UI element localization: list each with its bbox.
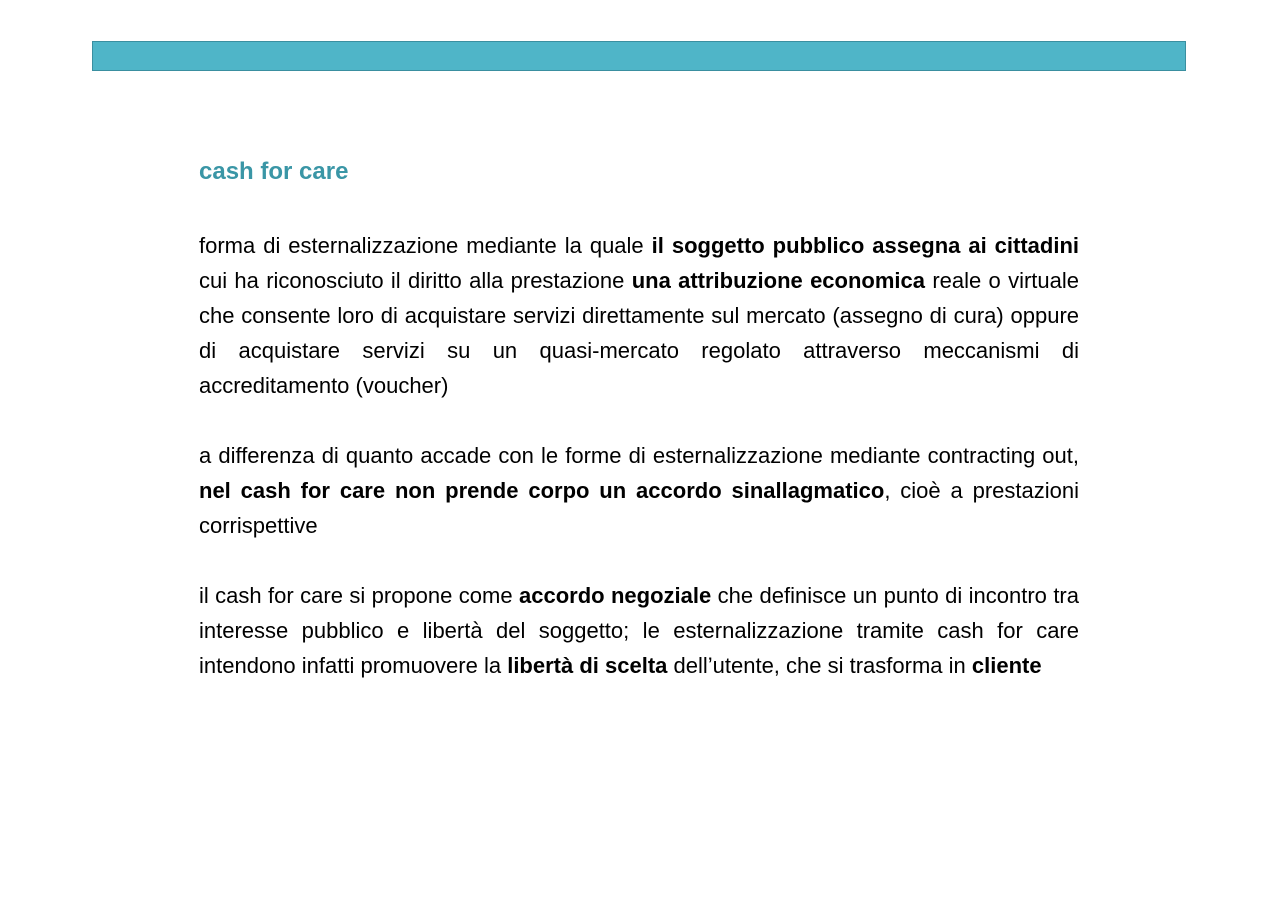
text-run: il cash for care si propone come — [199, 583, 519, 608]
bold-text: accordo negoziale — [519, 583, 712, 608]
text-run: , cioè a prestazioni corrispettive — [199, 478, 1079, 538]
paragraph-2 — [199, 438, 1079, 543]
bold-text: il soggetto pubblico assegna ai cittadini — [651, 233, 1079, 258]
text-run: cui ha riconosciuto il diritto alla prestazione — [199, 268, 632, 293]
bold-text: una attribuzione economica — [631, 268, 926, 293]
paragraph-1 — [199, 228, 1079, 403]
text-run: reale o virtuale che consente loro di acquistare servizi direttamente sul mercato (assegno di cura) oppure di acquistare servizi su un quasi-mercato regolato attraverso meccanismi di accreditamento (voucher) — [199, 268, 1080, 398]
slide-title: cash for care — [199, 158, 349, 185]
header-bar — [92, 41, 1186, 71]
text-run: che definisce un punto di incontro tra interesse pubblico e libertà del soggetto; le esternalizzazione tramite cash for care intendono infatti promuovere la — [199, 583, 1079, 678]
text-run: a differenza di quanto accade con le forme di esternalizzazione mediante contracting out, — [199, 443, 1079, 468]
slide-content — [199, 150, 1079, 718]
bold-text: cliente — [971, 653, 1042, 678]
paragraph-3 — [199, 578, 1079, 683]
bold-text: libertà di scelta — [507, 653, 668, 678]
text-run: forma di esternalizzazione mediante la quale — [199, 233, 652, 258]
text-run: dell’utente, che si trasforma in — [667, 653, 972, 678]
bold-text: nel cash for care non prende corpo un accordo sinallagmatico — [199, 478, 885, 503]
